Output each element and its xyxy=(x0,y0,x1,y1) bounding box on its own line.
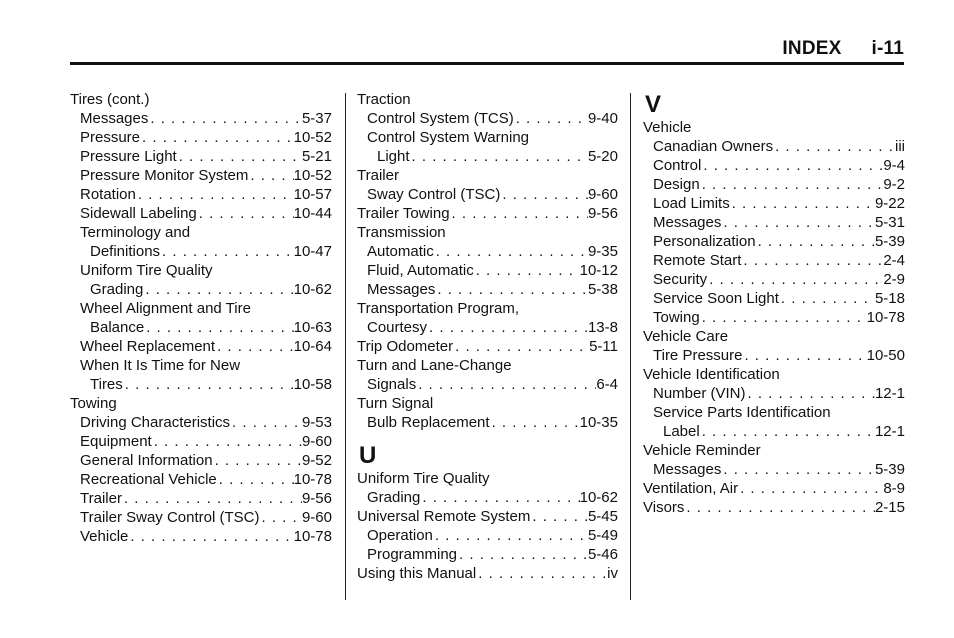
index-entry xyxy=(643,403,905,422)
dot-leader xyxy=(721,213,875,232)
dot-leader xyxy=(213,451,302,470)
index-entry xyxy=(70,451,332,470)
entry-page-ref[interactable]: 10-78 xyxy=(866,309,905,326)
index-entry xyxy=(643,156,905,175)
entry-page-ref[interactable]: 10-44 xyxy=(293,205,332,222)
entry-page-ref[interactable]: iii xyxy=(895,138,905,155)
entry-text: Using this Manual xyxy=(357,565,477,582)
entry-page-ref[interactable]: 5-46 xyxy=(587,546,618,563)
index-entry xyxy=(357,488,618,507)
dot-leader xyxy=(476,564,607,583)
entry-page-ref[interactable]: 5-20 xyxy=(587,148,618,165)
entry-text: Uniform Tire Quality xyxy=(80,262,213,279)
index-entry xyxy=(70,508,332,527)
entry-text: Automatic xyxy=(367,243,434,260)
index-entry xyxy=(357,299,618,318)
index-entry xyxy=(70,356,332,375)
entry-text: Trip Odometer xyxy=(357,338,454,355)
dot-leader xyxy=(742,346,866,365)
entry-text: Fluid, Automatic xyxy=(367,262,474,279)
index-entry xyxy=(357,545,618,564)
index-entry xyxy=(70,432,332,451)
entry-page-ref[interactable]: 9-40 xyxy=(587,110,618,127)
entry-text: Rotation xyxy=(80,186,136,203)
entry-page-ref[interactable]: 12-1 xyxy=(874,423,905,440)
index-column-2 xyxy=(357,90,618,583)
index-entry xyxy=(357,90,618,109)
index-entry xyxy=(70,337,332,356)
index-entry xyxy=(643,346,905,365)
index-entry xyxy=(643,498,905,517)
header-rule xyxy=(70,62,904,65)
dot-leader xyxy=(773,137,895,156)
dot-leader xyxy=(701,156,883,175)
dot-leader xyxy=(148,109,302,128)
entry-text: Sway Control (TSC) xyxy=(367,186,501,203)
entry-text: Transmission xyxy=(357,224,446,241)
index-entry xyxy=(643,194,905,213)
entry-text: Terminology and xyxy=(80,224,191,241)
entry-text: Messages xyxy=(80,110,149,127)
entry-text: Definitions xyxy=(90,243,161,260)
entry-text: Service Parts Identification xyxy=(653,404,831,421)
entry-text: Trailer xyxy=(80,490,122,507)
entry-text: Pressure Light xyxy=(80,148,177,165)
index-entry xyxy=(643,365,905,384)
dot-leader xyxy=(450,204,588,223)
dot-leader xyxy=(140,128,294,147)
entry-page-ref[interactable]: 5-39 xyxy=(874,461,905,478)
entry-text: Visors xyxy=(643,499,685,516)
dot-leader xyxy=(453,337,589,356)
entry-text: Trailer Sway Control (TSC) xyxy=(80,509,260,526)
index-entry xyxy=(643,327,905,346)
entry-text: Bulb Replacement xyxy=(367,414,490,431)
dot-leader xyxy=(738,479,883,498)
entry-page-ref[interactable]: 12-1 xyxy=(874,385,905,402)
entry-page-ref[interactable]: 9-60 xyxy=(587,186,618,203)
dot-leader xyxy=(457,545,588,564)
dot-leader xyxy=(700,175,884,194)
index-entry xyxy=(357,394,618,413)
entry-page-ref[interactable]: 2-9 xyxy=(883,271,905,288)
entry-text: Sidewall Labeling xyxy=(80,205,197,222)
entry-page-ref[interactable]: 8-9 xyxy=(883,480,905,497)
entry-text: Vehicle Care xyxy=(643,328,729,345)
index-entry xyxy=(70,318,332,337)
index-entry xyxy=(643,479,905,498)
entry-page-ref[interactable]: 5-11 xyxy=(589,338,618,355)
entry-page-ref[interactable]: 9-60 xyxy=(301,433,332,450)
entry-page-ref[interactable]: 9-52 xyxy=(301,452,332,469)
dot-leader xyxy=(707,270,883,289)
entry-page-ref[interactable]: 10-63 xyxy=(293,319,332,336)
index-entry xyxy=(70,147,332,166)
section-letter: V xyxy=(645,91,662,118)
entry-text: General Information xyxy=(80,452,213,469)
index-entry xyxy=(70,527,332,546)
index-entry xyxy=(70,128,332,147)
dot-leader xyxy=(248,166,293,185)
index-entry xyxy=(357,337,618,356)
entry-page-ref[interactable]: 5-37 xyxy=(301,110,332,127)
dot-leader xyxy=(433,526,588,545)
entry-text: Tires xyxy=(90,376,123,393)
dot-leader xyxy=(490,413,580,432)
entry-text: Towing xyxy=(70,395,117,412)
entry-text: Pressure xyxy=(80,129,141,146)
entry-page-ref[interactable]: 10-62 xyxy=(293,281,332,298)
index-entry xyxy=(70,223,332,242)
index-entry xyxy=(70,470,332,489)
index-entry xyxy=(643,175,905,194)
entry-page-ref[interactable]: 10-12 xyxy=(579,262,618,279)
entry-page-ref[interactable]: 10-57 xyxy=(293,186,332,203)
index-entry xyxy=(357,242,618,261)
index-entry xyxy=(70,489,332,508)
dot-leader xyxy=(416,375,596,394)
index-entry xyxy=(643,137,905,156)
index-entry xyxy=(70,280,332,299)
entry-page-ref[interactable]: 9-56 xyxy=(587,205,618,222)
dot-leader xyxy=(700,308,867,327)
entry-page-ref[interactable]: 10-52 xyxy=(293,167,332,184)
index-entry xyxy=(70,242,332,261)
page-header xyxy=(782,38,904,60)
entry-page-ref[interactable]: 5-18 xyxy=(874,290,905,307)
entry-page-ref[interactable]: 9-53 xyxy=(301,414,332,431)
index-entry xyxy=(70,90,332,109)
dot-leader xyxy=(700,422,875,441)
index-entry xyxy=(357,526,618,545)
dot-leader xyxy=(427,318,588,337)
index-entry xyxy=(357,185,618,204)
index-entry xyxy=(70,166,332,185)
index-entry xyxy=(357,128,618,147)
dot-leader xyxy=(500,185,588,204)
index-entry xyxy=(643,289,905,308)
dot-leader xyxy=(152,432,302,451)
dot-leader xyxy=(128,527,293,546)
dot-leader xyxy=(177,147,302,166)
entry-page-ref[interactable]: 6-4 xyxy=(596,376,618,393)
entry-text: Turn Signal xyxy=(357,395,434,412)
dot-leader xyxy=(756,232,875,251)
entry-text: Traction xyxy=(357,91,411,108)
entry-page-ref[interactable]: iv xyxy=(607,565,618,582)
dot-leader xyxy=(435,280,588,299)
dot-leader xyxy=(230,413,302,432)
entry-text: Operation xyxy=(367,527,433,544)
entry-text: Universal Remote System xyxy=(357,508,531,525)
entry-text: When It Is Time for New xyxy=(80,357,241,374)
index-entry xyxy=(70,394,332,413)
entry-page-ref[interactable]: 9-60 xyxy=(301,509,332,526)
index-entry xyxy=(357,166,618,185)
index-entry xyxy=(357,223,618,242)
entry-page-ref[interactable]: 9-4 xyxy=(883,157,905,174)
entry-text: Number (VIN) xyxy=(653,385,746,402)
entry-text: Recreational Vehicle xyxy=(80,471,217,488)
entry-page-ref[interactable]: 2-4 xyxy=(883,252,905,269)
entry-text: Remote Start xyxy=(653,252,742,269)
entry-text: Canadian Owners xyxy=(653,138,774,155)
dot-leader xyxy=(143,280,293,299)
dot-leader xyxy=(514,109,588,128)
entry-page-ref[interactable]: 9-56 xyxy=(301,490,332,507)
page-number: i-11 xyxy=(871,38,904,59)
index-entry xyxy=(70,375,332,394)
entry-text: Signals xyxy=(367,376,417,393)
entry-page-ref[interactable]: 5-38 xyxy=(587,281,618,298)
entry-text: Control System (TCS) xyxy=(367,110,514,127)
index-entry xyxy=(643,441,905,460)
entry-page-ref[interactable]: 10-58 xyxy=(293,376,332,393)
entry-page-ref[interactable]: 5-31 xyxy=(874,214,905,231)
index-entry xyxy=(357,356,618,375)
entry-text: Towing xyxy=(653,309,700,326)
entry-text: Uniform Tire Quality xyxy=(357,470,490,487)
entry-page-ref[interactable]: 10-52 xyxy=(293,129,332,146)
index-entry xyxy=(70,261,332,280)
dot-leader xyxy=(530,507,588,526)
entry-text: Courtesy xyxy=(367,319,428,336)
dot-leader xyxy=(160,242,294,261)
entry-text: Programming xyxy=(367,546,458,563)
section-spacer xyxy=(357,432,618,441)
dot-leader xyxy=(721,460,875,479)
entry-text: Control xyxy=(653,157,702,174)
entry-page-ref[interactable]: 10-62 xyxy=(579,489,618,506)
entry-text: Grading xyxy=(90,281,144,298)
index-entry xyxy=(70,299,332,318)
index-column-3 xyxy=(643,90,905,517)
index-entry xyxy=(357,261,618,280)
column-divider xyxy=(345,93,346,600)
entry-text: Grading xyxy=(367,489,421,506)
entry-text: Ventilation, Air xyxy=(643,480,739,497)
entry-text: Driving Characteristics xyxy=(80,414,231,431)
column-divider xyxy=(630,93,631,600)
index-entry xyxy=(70,109,332,128)
entry-page-ref[interactable]: 5-45 xyxy=(587,508,618,525)
entry-page-ref[interactable]: 10-78 xyxy=(293,528,332,545)
dot-leader xyxy=(215,337,294,356)
dot-leader xyxy=(259,508,301,527)
entry-text: Turn and Lane-Change xyxy=(357,357,512,374)
dot-leader xyxy=(410,147,588,166)
dot-leader xyxy=(746,384,875,403)
dot-leader xyxy=(136,185,294,204)
dot-leader xyxy=(474,261,580,280)
dot-leader xyxy=(122,489,302,508)
entry-page-ref[interactable]: 9-35 xyxy=(587,243,618,260)
index-column-1 xyxy=(70,90,332,546)
index-entry xyxy=(357,413,618,432)
entry-text: Messages xyxy=(653,214,722,231)
entry-page-ref[interactable]: 10-47 xyxy=(293,243,332,260)
entry-text: Pressure Monitor System xyxy=(80,167,249,184)
index-entry xyxy=(357,469,618,488)
entry-page-ref[interactable]: 9-2 xyxy=(883,176,905,193)
entry-text: Balance xyxy=(90,319,145,336)
entry-text: Personalization xyxy=(653,233,756,250)
entry-page-ref[interactable]: 10-78 xyxy=(293,471,332,488)
entry-text: Messages xyxy=(367,281,436,298)
entry-page-ref[interactable]: 10-50 xyxy=(866,347,905,364)
entry-text: Trailer xyxy=(357,167,399,184)
dot-leader xyxy=(217,470,294,489)
dot-leader xyxy=(779,289,875,308)
index-entry xyxy=(643,384,905,403)
entry-page-ref[interactable]: 10-35 xyxy=(579,414,618,431)
index-entry xyxy=(643,232,905,251)
dot-leader xyxy=(123,375,294,394)
entry-text: Trailer Towing xyxy=(357,205,450,222)
entry-text: Equipment xyxy=(80,433,152,450)
entry-text: Messages xyxy=(653,461,722,478)
entry-text: Light xyxy=(377,148,410,165)
index-entry xyxy=(357,564,618,583)
entry-page-ref[interactable]: 13-8 xyxy=(587,319,618,336)
entry-page-ref[interactable]: 2-15 xyxy=(874,499,905,516)
entry-page-ref[interactable]: 10-64 xyxy=(293,338,332,355)
dot-leader xyxy=(684,498,875,517)
entry-text: Load Limits xyxy=(653,195,730,212)
dot-leader xyxy=(730,194,875,213)
entry-text: Design xyxy=(653,176,700,193)
entry-text: Tire Pressure xyxy=(653,347,743,364)
entry-page-ref[interactable]: 5-21 xyxy=(301,148,332,165)
index-entry xyxy=(357,147,618,166)
entry-text: Vehicle Reminder xyxy=(643,442,761,459)
dot-leader xyxy=(420,488,579,507)
entry-text: Vehicle xyxy=(643,119,692,136)
index-entry xyxy=(357,318,618,337)
dot-leader xyxy=(434,242,588,261)
index-entry xyxy=(357,507,618,526)
index-entry xyxy=(643,213,905,232)
dot-leader xyxy=(144,318,293,337)
entry-page-ref[interactable]: 5-49 xyxy=(587,527,618,544)
index-entry xyxy=(357,375,618,394)
entry-page-ref[interactable]: 5-39 xyxy=(874,233,905,250)
entry-text: Transportation Program, xyxy=(357,300,520,317)
entry-text: Vehicle xyxy=(80,528,129,545)
section-letter: U xyxy=(359,442,377,469)
entry-text: Service Soon Light xyxy=(653,290,779,307)
entry-text: Tires (cont.) xyxy=(70,91,150,108)
dot-leader xyxy=(741,251,883,270)
index-entry xyxy=(357,204,618,223)
entry-text: Control System Warning xyxy=(367,129,529,146)
entry-text: Vehicle Identification xyxy=(643,366,780,383)
header-title: INDEX xyxy=(782,38,842,59)
index-entry xyxy=(643,308,905,327)
index-entry xyxy=(643,422,905,441)
index-entry xyxy=(643,118,905,137)
index-entry xyxy=(357,109,618,128)
index-entry xyxy=(643,251,905,270)
entry-text: Security xyxy=(653,271,708,288)
entry-page-ref[interactable]: 9-22 xyxy=(874,195,905,212)
index-entry xyxy=(70,413,332,432)
index-entry xyxy=(643,270,905,289)
entry-text: Wheel Replacement xyxy=(80,338,216,355)
index-entry xyxy=(643,460,905,479)
index-entry xyxy=(70,185,332,204)
entry-text: Wheel Alignment and Tire xyxy=(80,300,251,317)
dot-leader xyxy=(197,204,294,223)
entry-text: Label xyxy=(663,423,700,440)
index-entry xyxy=(70,204,332,223)
index-entry xyxy=(357,280,618,299)
